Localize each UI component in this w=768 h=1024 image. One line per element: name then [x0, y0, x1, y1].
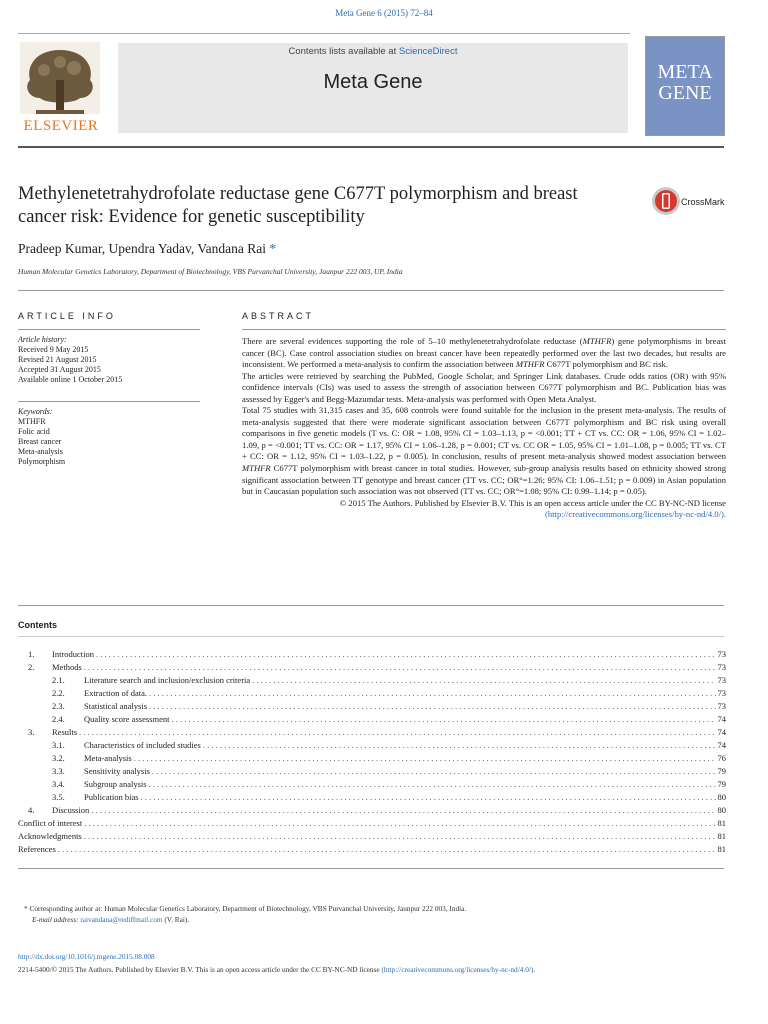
corresponding-footnote [24, 903, 466, 925]
abstract-text: Total 75 studies with 31,315 cases and 35, 608 controls were found suitable for the inclusion in the present meta-analysis. The results of meta-analysis suggested that there were moderate significant association between C677T polymorphism and BC risk using overall comparisons in five genetic models (T vs. C: OR = 1.08, 95% CI = 1.03–1.13, p = <0.001; TT + CT vs. CC: OR = 1.06, 95% CI = 1.02–1.09, p = <0.001; TT vs. CC: OR = 1.17, 95% CI = 1.06–1.28, p = 0.001; CT vs. CC OR = 1.05, 95% CI = 1.01–1.08, p = 0.005; TT vs. CT + CC: OR = 1.12, 95% CI = 1.03–1.22, p = 0.005). In conclusion, results of present meta-analysis showed modest association between [242, 405, 726, 462]
toc-entry-page: 74 [717, 740, 726, 750]
toc-entry-number: 2.4. [52, 714, 65, 724]
article-info-rule [18, 329, 200, 330]
toc-entry-number: 2.2. [52, 688, 65, 698]
toc-entry[interactable] [28, 739, 726, 752]
copyright-line [18, 965, 535, 974]
toc-entry[interactable] [28, 713, 726, 726]
toc-entry-number: 3.3. [52, 766, 65, 776]
history-label: Article history: [18, 335, 67, 344]
article-history [18, 335, 203, 385]
toc-entry-page: 81 [717, 844, 726, 854]
abstract-text: ) gene polymorphisms in breast cancer (BC). Case control association studies on breast cancer have been repeatedly performed over the last two decades, but results are inconsistent. We performed a meta-analysis to confirm the association between [242, 336, 726, 370]
abstract-heading: ABSTRACT [242, 311, 315, 321]
toc-entry[interactable] [28, 778, 726, 791]
toc-entry[interactable] [28, 752, 726, 765]
toc-entry[interactable] [28, 765, 726, 778]
keyword-item: Meta-analysis [18, 447, 63, 456]
toc-leader-dots [149, 778, 716, 791]
header-rule [18, 33, 630, 34]
contents-available-line [118, 46, 628, 57]
toc-leader-dots [171, 713, 715, 726]
journal-reference[interactable]: Meta Gene 6 (2015) 72–84 [335, 8, 433, 18]
abstract-text: C677T polymorphism with breast cancer in total studies. However, sub-group analysis results based on ethnicity showed strong significant association between TT genotype and breast cancer (TT vs. CC; OR°=1.26; 95% CI: 1.06–1.51; p = 0.009) in Asian population but in Caucasian population such association was not observed (TT vs. CC; OR°=1.08; 95% CI: 0.99–1.14; p = 0.05). [242, 463, 726, 497]
history-online: Available online 1 October 2015 [18, 375, 123, 384]
toc-entry-page: 79 [717, 779, 726, 789]
toc-entry-label[interactable]: Characteristics of included studies [84, 740, 201, 750]
toc-entry[interactable] [28, 791, 726, 804]
toc-entry-label[interactable]: Sensitivity analysis [84, 766, 150, 776]
toc-leader-dots [149, 687, 715, 700]
toc-entry-number: 3. [28, 727, 35, 737]
toc-entry[interactable] [28, 726, 726, 739]
journal-title: Meta Gene [323, 71, 423, 93]
license-text: © 2015 The Authors. Published by Elsevier B.V. This is an open access article under the CC BY-NC-ND license [339, 497, 726, 508]
toc-entry[interactable] [28, 804, 726, 817]
toc-leader-dots [96, 648, 715, 661]
cover-line-1: META [657, 61, 713, 83]
history-revised: Revised 21 August 2015 [18, 355, 97, 364]
toc-entry-page: 73 [717, 688, 726, 698]
contents-heading: Contents [18, 620, 57, 630]
toc-entry-label[interactable]: Introduction [52, 649, 95, 659]
keyword-item: Polymorphism [18, 457, 66, 466]
toc-entry[interactable] [28, 661, 726, 674]
toc-entry-label[interactable]: Acknowledgments [18, 831, 82, 841]
toc-entry-number: 2. [28, 662, 35, 672]
abstract-rule [242, 329, 726, 330]
toc-entry-label[interactable]: Publication bias [84, 792, 139, 802]
abstract-text: There are several evidences supporting the role of 5–10 methylenetetrahydrofolate reductase ( [242, 336, 583, 346]
toc-entry-label[interactable]: References [18, 844, 56, 854]
keywords-block [18, 407, 203, 467]
toc-entry-page: 81 [717, 831, 726, 841]
copyright-text: 2214-5400/© 2015 The Authors. Published by Elsevier B.V. This is an open access article under the CC BY-NC-ND license [18, 965, 380, 974]
toc-entry-number: 3.5. [52, 792, 65, 802]
crossmark-icon[interactable] [651, 186, 681, 216]
gene-name: MTHFR [582, 336, 612, 346]
toc-entry-label[interactable]: Quality score assessment [84, 714, 170, 724]
corresponding-address: * Corresponding author at: Human Molecular Genetics Laboratory, Department of Biotechnology, VBS Purvanchal University, Jaunpur 222 003, India. [24, 904, 467, 913]
toc-entry-label[interactable]: Literature search and inclusion/exclusion criteria [84, 675, 251, 685]
toc-leader-dots [91, 804, 715, 817]
toc-leader-dots [79, 726, 715, 739]
toc-entry-label[interactable]: Extraction of data. [84, 688, 148, 698]
authors-text: Pradeep Kumar, Upendra Yadav, Vandana Rai [18, 241, 267, 256]
journal-cover[interactable] [645, 36, 725, 136]
toc-entry[interactable] [18, 843, 726, 856]
abstract-paragraph-methods: The articles were retrieved by searching the PubMed, Google Scholar, and Springer Link databases. Crude odds ratios (OR) with 95% confidence intervals (CIs) was used to assess the strength of association between C677T polymorphism and BC. Publication bias was assessed by Egger's and Begg-Mazumdar tests. Meta-analysis was performed with Open Meta Analyst. [242, 370, 726, 404]
toc-entry-label[interactable]: Meta-analysis [84, 753, 132, 763]
journal-banner [118, 43, 628, 133]
toc-entry-number: 2.1. [52, 675, 65, 685]
history-received: Received 9 May 2015 [18, 345, 89, 354]
toc-entry-page: 80 [717, 792, 726, 802]
keyword-item: MTHFR [18, 417, 46, 426]
cover-title [646, 62, 724, 104]
toc-entry-number: 4. [28, 805, 35, 815]
email-label: E-mail address: [32, 915, 79, 924]
toc-entry-label[interactable]: Discussion [52, 805, 90, 815]
toc-entry-number: 1. [28, 649, 35, 659]
email-suffix: (V. Rai). [164, 915, 190, 924]
toc-entry[interactable] [28, 700, 726, 713]
footnote-rule [18, 868, 724, 869]
keyword-item: Folic acid [18, 427, 50, 436]
abstract-license [242, 498, 726, 521]
elsevier-wordmark: ELSEVIER [23, 118, 99, 134]
toc-leader-dots [84, 817, 715, 830]
toc-entry-page: 76 [717, 753, 726, 763]
abstract-body [242, 336, 726, 521]
toc-entry-label[interactable]: Subgroup analysis [84, 779, 147, 789]
contents-top-rule [18, 605, 724, 606]
toc-entry[interactable] [18, 830, 726, 843]
abstract-paragraph-results [242, 405, 726, 497]
keywords-rule [18, 401, 200, 402]
toc-entry-number: 3.1. [52, 740, 65, 750]
toc-entry-label[interactable]: Methods [52, 662, 82, 672]
email-link[interactable]: raivandana@rediffmail.com [80, 915, 163, 924]
toc-entry[interactable] [28, 674, 726, 687]
contents-prefix: Contents lists available at [288, 46, 397, 57]
toc-entry[interactable] [28, 687, 726, 700]
toc-leader-dots [203, 739, 716, 752]
toc-entry-page: 79 [717, 766, 726, 776]
toc-entry[interactable] [28, 648, 726, 661]
affiliation: Human Molecular Genetics Laboratory, Department of Biotechnology, VBS Purvanchal University, Jaunpur 222 003, UP, India [18, 267, 403, 276]
toc-entry-page: 81 [717, 818, 726, 828]
contents-heading-rule [18, 636, 724, 637]
copyright-license-link[interactable]: (http://creativecommons.org/licenses/by-nc-nd/4.0/). [381, 965, 536, 974]
toc-leader-dots [252, 674, 715, 687]
email-line [24, 914, 466, 925]
author-list [18, 241, 276, 257]
toc-leader-dots [149, 700, 715, 713]
toc-entry-number: 3.4. [52, 779, 65, 789]
license-link[interactable]: (http://creativecommons.org/licenses/by-nc-nd/4.0/). [545, 509, 726, 520]
toc-leader-dots [152, 765, 716, 778]
toc-entry-page: 74 [717, 714, 726, 724]
toc-entry-page: 73 [717, 701, 726, 711]
table-of-contents [18, 648, 726, 856]
toc-entry-page: 73 [717, 649, 726, 659]
toc-entry-page: 74 [717, 727, 726, 737]
toc-leader-dots [134, 752, 716, 765]
toc-entry-label[interactable]: Statistical analysis [84, 701, 148, 711]
keyword-item: Breast cancer [18, 437, 62, 446]
history-accepted: Accepted 31 August 2015 [18, 365, 101, 374]
crossmark-label[interactable]: CrossMark [681, 197, 725, 207]
toc-leader-dots [84, 830, 716, 843]
toc-leader-dots [141, 791, 716, 804]
toc-entry-page: 80 [717, 805, 726, 815]
toc-leader-dots [84, 661, 716, 674]
toc-entry-number: 2.3. [52, 701, 65, 711]
doi-link[interactable]: http://dx.doi.org/10.1016/j.mgene.2015.08.008 [18, 952, 155, 961]
keywords-label: Keywords: [18, 407, 53, 416]
corresponding-author-mark[interactable]: * [269, 241, 277, 256]
toc-entry-page: 73 [717, 662, 726, 672]
header-bottom-rule [18, 146, 724, 148]
abstract-paragraph-background [242, 336, 726, 371]
title-bottom-rule [18, 290, 724, 291]
toc-entry-number: 3.2. [52, 753, 65, 763]
toc-leader-dots [58, 843, 716, 856]
abstract-text: C677T polymorphism and BC risk. [544, 359, 668, 370]
article-info-heading: ARTICLE INFO [18, 311, 116, 321]
toc-entry[interactable] [18, 817, 726, 830]
toc-entry-page: 73 [717, 675, 726, 685]
toc-entry-label[interactable]: Results [52, 727, 78, 737]
gene-name: MTHFR [515, 359, 545, 370]
gene-name: MTHFR [242, 463, 271, 474]
cover-line-2: GENE [658, 82, 712, 104]
article-title: Methylenetetrahydrofolate reductase gene C677T polymorphism and breast cancer risk: Evidence for genetic susceptibility [18, 184, 578, 227]
toc-entry-label[interactable]: Conflict of interest [18, 818, 83, 828]
sciencedirect-link[interactable]: ScienceDirect [398, 46, 458, 57]
